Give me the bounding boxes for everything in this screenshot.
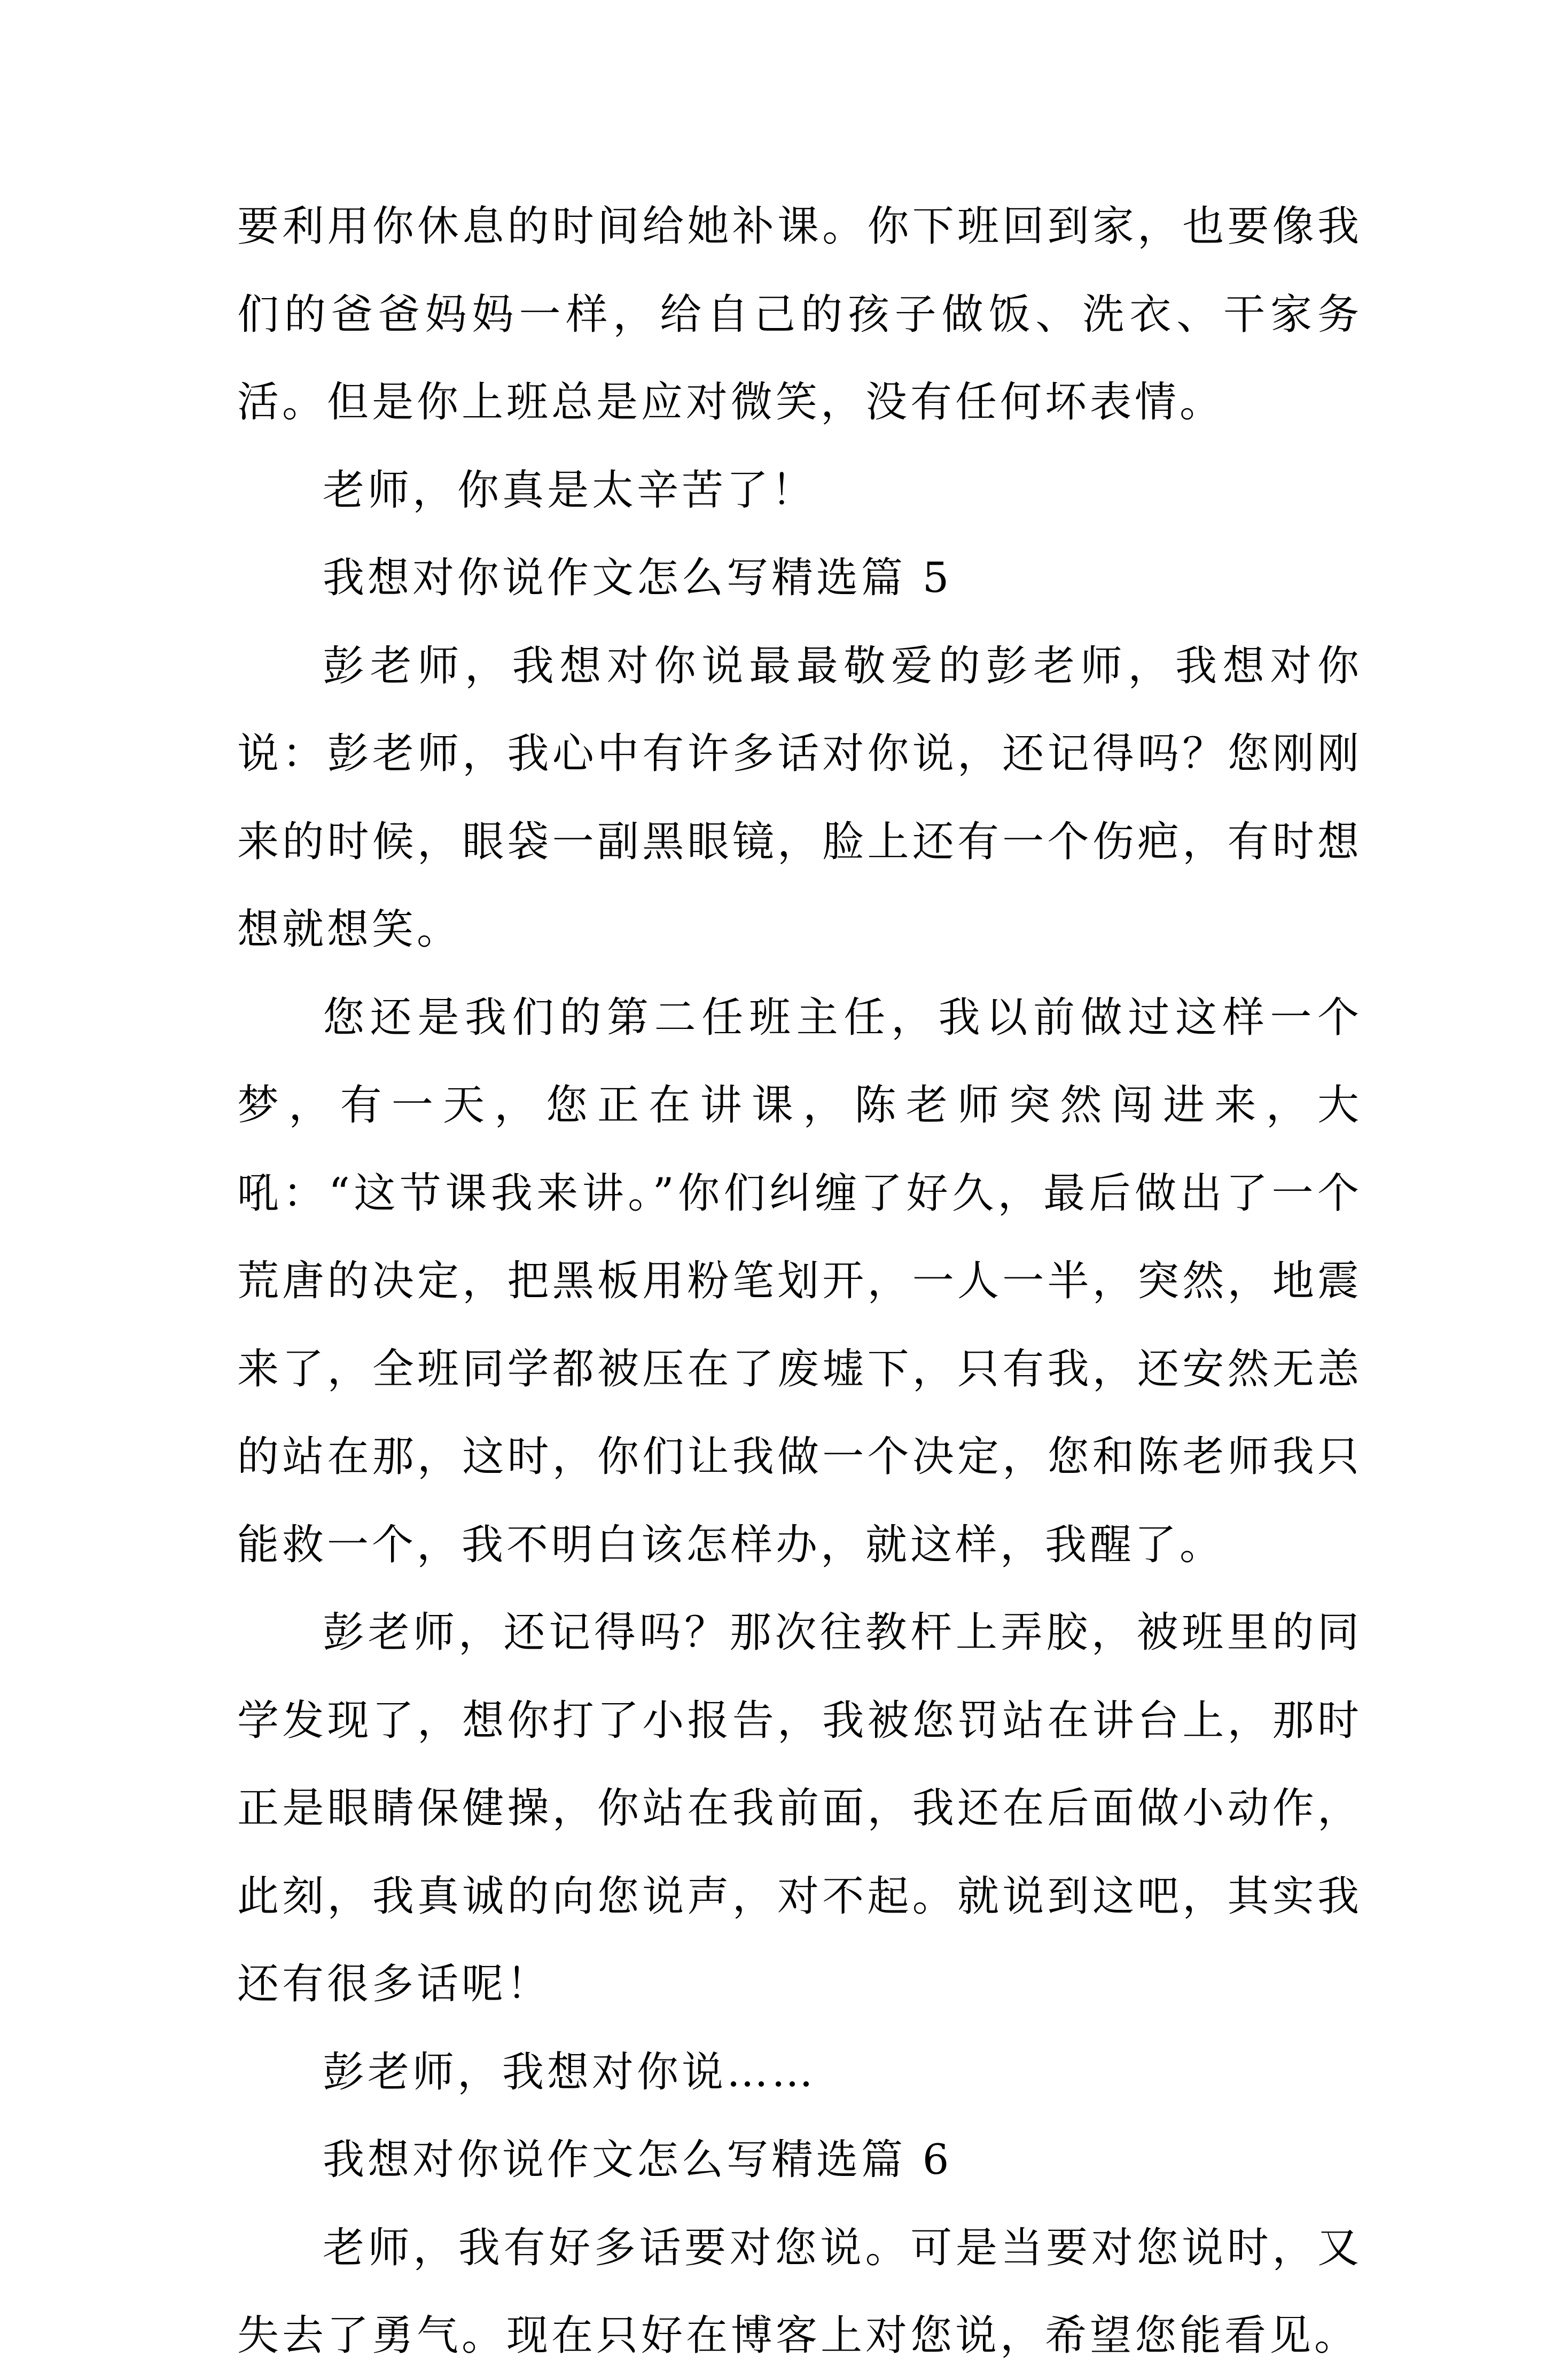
paragraph-3: 彭老师，我想对你说最最敬爱的彭老师，我想对你说：彭老师，我心中有许多话对你说，还记得吗？您刚刚来的时候，眼袋一副黑眼镜，脸上还有一个伤疤，有时想想就想笑。 bbox=[237, 642, 1362, 954]
paragraph-4: 您还是我们的第二任班主任，我以前做过这样一个梦，有一天，您正在讲课，陈老师突然闯进来，大吼：“这节课我来讲。”你们纠缠了好久，最后做出了一个荒唐的决定，把黑板用粉笔划开，一人一半，突然，地震来了，全班同学都被压在了废墟下，只有我，还安然无恙的站在那，这时，你们让我做一个决定，您和陈老师我只能救一个，我不明白该怎样办，就这样，我醒了。 bbox=[237, 993, 1362, 1569]
document-body bbox=[237, 183, 1362, 2380]
paragraph-2: 老师，你真是太辛苦了！ bbox=[323, 466, 817, 514]
paragraph-7: 老师，我有好多话要对您说。可是当要对您说时，又失去了勇气。现在只好在博客上对您说，希望您能看见。 bbox=[237, 2223, 1362, 2360]
paragraph-5: 彭老师，还记得吗？那次往教杆上弄胶，被班里的同学发现了，想你打了小报告，我被您罚站在讲台上，那时正是眼睛保健操，你站在我前面，我还在后面做小动作，此刻，我真诚的向您说声，对不起。就说到这吧，其实我还有很多话呢！ bbox=[237, 1609, 1362, 2008]
paragraph-1: 要利用你休息的时间给她补课。你下班回到家，也要像我们的爸爸妈妈一样，给自己的孩子做饭、洗衣、干家务活。但是你上班总是应对微笑，没有任何坏表情。 bbox=[237, 202, 1362, 426]
section-heading-6: 我想对你说作文怎么写精选篇 6 bbox=[323, 2136, 952, 2184]
paragraph-6: 彭老师，我想对你说…… bbox=[323, 2048, 817, 2096]
section-heading-5: 我想对你说作文怎么写精选篇 5 bbox=[323, 554, 952, 602]
